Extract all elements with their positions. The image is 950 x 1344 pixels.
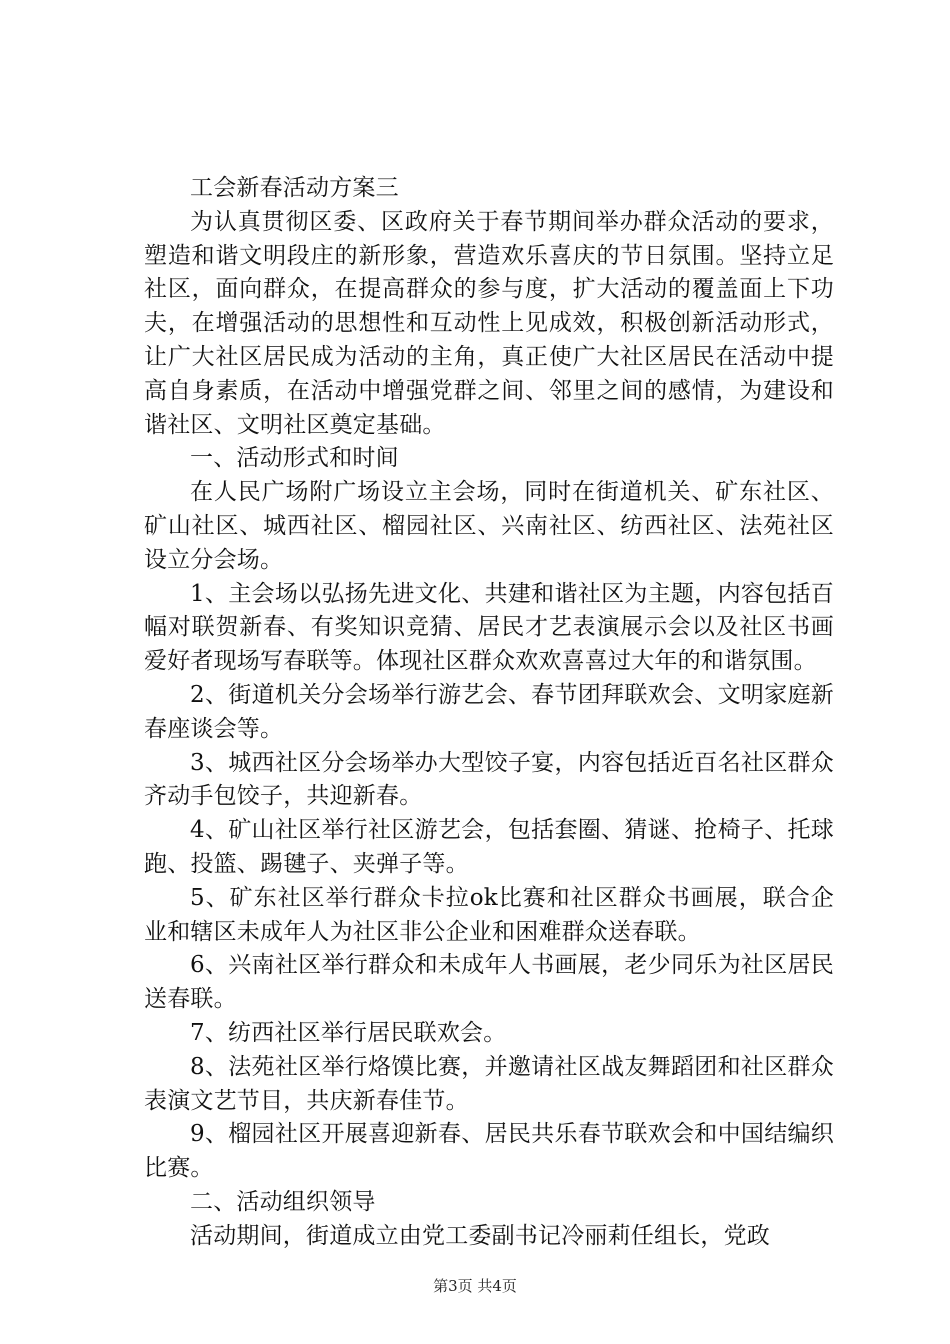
- list-item: 9、榴园社区开展喜迎新春、居民共乐春节联欢会和中国结编织比赛。: [144, 1121, 834, 1182]
- list-item: 8、法苑社区举行烙馍比赛，并邀请社区战友舞蹈团和社区群众表演文艺节目，共庆新春佳节。: [144, 1053, 834, 1114]
- page-footer: 第3页 共4页: [433, 1277, 517, 1295]
- list-item: 4、矿山社区举行社区游艺会，包括套圈、猜谜、抢椅子、托球跑、投篮、踢毽子、夹弹子等。: [144, 817, 834, 877]
- document-title: 工会新春活动方案三: [190, 175, 399, 201]
- paragraph: 在人民广场附广场设立主会场，同时在街道机关、矿东社区、矿山社区、城西社区、榴园社区、兴南社区、纺西社区、法苑社区设立分会场。: [144, 479, 834, 573]
- list-item: 3、城西社区分会场举办大型饺子宴，内容包括近百名社区群众齐动手包饺子，共迎新春。: [144, 749, 834, 810]
- list-item: 5、矿东社区举行群众卡拉ok比赛和社区群众书画展，联合企业和辖区未成年人为社区非公企业和困难群众送春联。: [144, 884, 834, 945]
- paragraph: 活动期间，街道成立由党工委副书记冷丽莉任组长，党政: [190, 1222, 770, 1249]
- document-body: [144, 172, 834, 1254]
- list-item: 1、主会场以弘扬先进文化、共建和谐社区为主题，内容包括百幅对联贺新春、有奖知识竞猜、居民才艺表演展示会以及社区书画爱好者现场写春联等。体现社区群众欢欢喜喜过大年的和谐氛围。: [144, 580, 834, 675]
- list-item: 7、纺西社区举行居民联欢会。: [190, 1019, 507, 1046]
- section-heading: 二、活动组织领导: [190, 1188, 376, 1215]
- list-item: 2、街道机关分会场举行游艺会、春节团拜联欢会、文明家庭新春座谈会等。: [144, 681, 834, 742]
- section-heading: 一、活动形式和时间: [190, 445, 399, 472]
- list-item: 6、兴南社区举行群众和未成年人书画展，老少同乐为社区居民送春联。: [144, 952, 834, 1013]
- paragraph: 为认真贯彻区委、区政府关于春节期间举办群众活动的要求，塑造和谐文明段庄的新形象，营造欢乐喜庆的节日氛围。坚持立足社区，面向群众，在提高群众的参与度，扩大活动的覆盖面上下功夫，在增强活动的思想性和互动性上见成效，积极创新活动形式，让广大社区居民成为活动的主角，真正使广大社区居民在活动中提高自身素质，在活动中增强党群之间、邻里之间的感情，为建设和谐社区、文明社区奠定基础。: [144, 208, 834, 438]
